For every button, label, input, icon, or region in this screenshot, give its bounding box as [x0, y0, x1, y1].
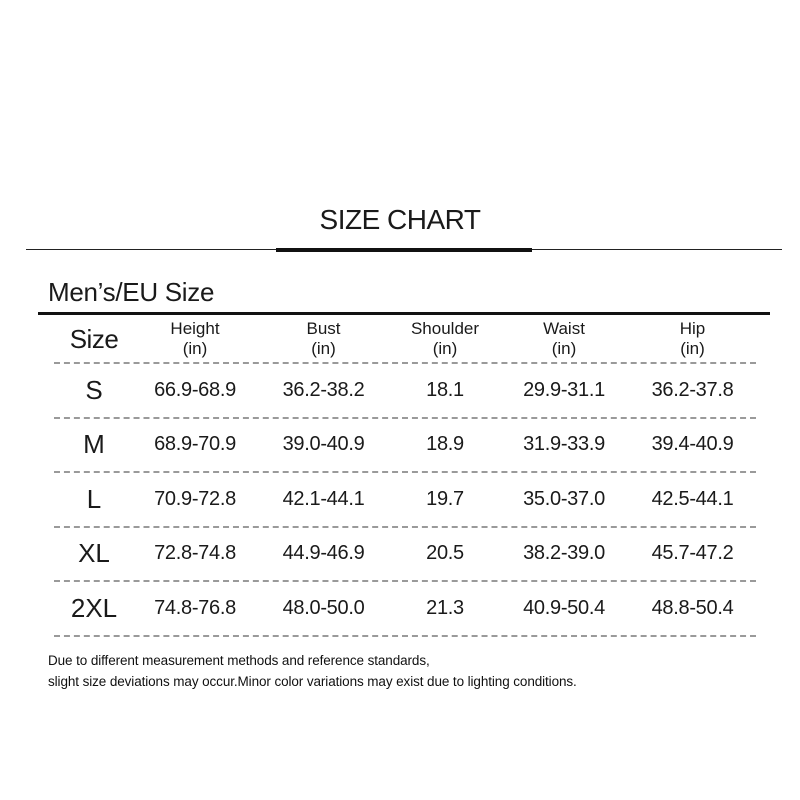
column-header-height: [134, 319, 256, 359]
hip-cell: 42.5-44.1: [651, 487, 734, 510]
column-header-size: Size: [69, 323, 119, 354]
shoulder-cell: 18.9: [426, 433, 464, 456]
waist-cell: 29.9-31.1: [523, 378, 605, 401]
size-cell: M: [83, 429, 105, 460]
shoulder-cell: 20.5: [426, 542, 464, 565]
height-cell: 68.9-70.9: [154, 433, 236, 456]
column-header-unit: (in): [432, 339, 458, 358]
table-row: [54, 473, 756, 528]
size-cell: XL: [78, 538, 110, 569]
size-cell: S: [85, 374, 103, 405]
table-row: [54, 582, 756, 637]
table-row: [54, 528, 756, 583]
column-header-label: Waist: [543, 319, 585, 338]
table-top-rule: [38, 312, 770, 315]
title-underline-accent: [276, 248, 532, 252]
height-cell: 74.8-76.8: [154, 596, 236, 619]
column-header-unit: (in): [551, 339, 577, 358]
column-header-shoulder: [391, 319, 499, 359]
hip-cell: 39.4-40.9: [651, 433, 734, 456]
table-row: [54, 364, 756, 419]
size-cell: 2XL: [70, 592, 118, 623]
table-row: [54, 419, 756, 474]
hip-cell: 36.2-37.8: [651, 378, 734, 401]
bust-cell: 39.0-40.9: [282, 433, 365, 456]
bust-cell: 36.2-38.2: [282, 378, 365, 401]
shoulder-cell: 19.7: [426, 487, 464, 510]
column-header-bust: [256, 319, 391, 359]
column-header-unit: (in): [311, 339, 336, 358]
column-header-label: Bust: [306, 319, 341, 338]
bust-cell: 42.1-44.1: [282, 487, 365, 510]
height-cell: 72.8-74.8: [154, 542, 236, 565]
page-title: SIZE CHART: [319, 204, 481, 235]
shoulder-cell: 21.3: [426, 596, 464, 619]
bust-cell: 44.9-46.9: [282, 542, 365, 565]
column-header-unit: (in): [182, 339, 208, 358]
disclaimer-line-2: slight size deviations may occur.Minor color variations may exist due to lighting conditions.: [48, 674, 577, 689]
shoulder-cell: 18.1: [426, 378, 464, 401]
height-cell: 70.9-72.8: [154, 487, 236, 510]
hip-cell: 48.8-50.4: [651, 596, 734, 619]
hip-cell: 45.7-47.2: [651, 542, 734, 565]
disclaimer-line-1: Due to different measurement methods and reference standards,: [48, 653, 430, 668]
column-header-unit: (in): [680, 339, 705, 358]
column-header-label: Shoulder: [410, 319, 480, 338]
waist-cell: 35.0-37.0: [523, 487, 605, 510]
table-header-row: [54, 316, 756, 364]
size-table: [54, 316, 756, 637]
height-cell: 66.9-68.9: [154, 378, 236, 401]
waist-cell: 40.9-50.4: [523, 596, 605, 619]
column-header-label: Height: [170, 319, 220, 338]
column-header-hip: [629, 319, 756, 359]
bust-cell: 48.0-50.0: [282, 596, 365, 619]
column-header-label: Hip: [679, 319, 706, 338]
size-cell: L: [86, 483, 102, 514]
column-header-waist: [499, 319, 629, 359]
waist-cell: 31.9-33.9: [523, 433, 605, 456]
section-subtitle: Men’s/EU Size: [48, 277, 215, 307]
waist-cell: 38.2-39.0: [523, 542, 605, 565]
